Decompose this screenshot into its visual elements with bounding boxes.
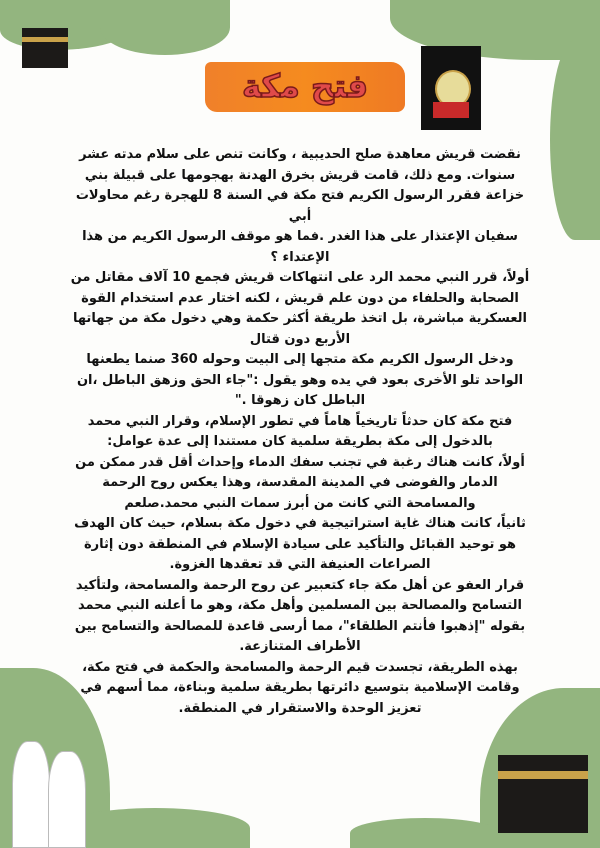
text-line: قرار العفو عن أهل مكة جاء كتعبير عن روح الرحمة والمسامحة، ولتأكيد <box>75 577 525 593</box>
text-line: هو توحيد القبائل والتأكيد على سيادة الإسلام في المنطقة دون إثارة <box>83 536 517 552</box>
text-line: العسكرية مباشرة، بل اتخذ طريقة أكثر حكمة وهي دخول مكة من جهاتها <box>72 311 528 326</box>
text-line: تعزيز الوحدة والاستقرار في المنطقة. <box>178 700 422 716</box>
text-line: والمسامحة التي كانت من أبرز سمات النبي محمد.صلعم <box>124 495 476 511</box>
text-line: بهذه الطريقة، تجسدت قيم الرحمة والمسامحة والحكمة في فتح مكة، <box>82 659 518 675</box>
text-line: الأربع دون قتال <box>249 331 351 347</box>
decor-blob-right <box>550 40 600 240</box>
text-line: خزاعة فقرر الرسول الكريم فتح مكة في السنة 8 للهجرة رغم محاولات أبي <box>75 188 525 224</box>
decor-blob-bottom-right-2 <box>350 818 500 848</box>
text-line: أولاً، كانت هناك رغبة في تجنب سفك الدماء وإحداث أقل قدر ممكن من <box>75 454 525 470</box>
page-title: فتح مكة <box>241 67 369 105</box>
text-line: نقضت قريش معاهدة صلح الحديبية ، وكانت تنص على سلام مدته عشر <box>79 147 521 162</box>
text-line: وقامت الإسلامية بتوسيع دائرتها بطريقة سلمية وبناءة، مما أسهم في <box>80 680 520 695</box>
text-line: الإعتداء ؟ <box>270 249 330 265</box>
pilgrims-illustration <box>8 728 93 848</box>
text-line: سنوات. ومع ذلك، قامت قريش بخرق الهدنة بهجومها على قبيلة بني <box>84 167 516 183</box>
text-line: الصراعات العنيفة التي قد تعقدها الغزوة. <box>169 557 431 572</box>
kaaba-icon <box>22 28 68 68</box>
text-line: سفيان الإعتذار على هذا الغدر .فما هو موقف الرسول الكريم من هذا <box>82 229 518 244</box>
text-line: ثانياً، كانت هناك غاية استراتيجية في دخول مكة بسلام، حيث كان الهدف <box>74 516 526 531</box>
decor-blob-top-left-2 <box>100 0 230 55</box>
text-line: الدمار والفوضى في المدينة المقدسة، وهذا يعكس روح الرحمة <box>102 475 498 490</box>
text-line: الباطل كان زهوقا ." <box>234 393 366 408</box>
logo <box>421 46 481 130</box>
text-line: التسامح والمصالحة بين المسلمين وأهل مكة، وهو ما أعلنه النبي محمد <box>78 598 522 613</box>
article-body <box>70 145 530 719</box>
text-line: بالدخول إلى مكة بطريقة سلمية كان مستندا إلى عدة عوامل: <box>107 434 493 449</box>
text-line: الواحد تلو الأخرى بعود في يده وهو يقول :"جاء الحق وزهق الباطل ،ان <box>76 372 524 388</box>
text-line: ودخل الرسول الكريم مكة متجها إلى البيت وحوله 360 صنما يطعنها <box>86 352 514 367</box>
text-line: الأطراف المتنازعة. <box>239 639 361 654</box>
text-line: أولاً، قرر النبي محمد الرد على انتهاكات قريش فجمع 10 آلاف مقاتل من <box>70 270 530 285</box>
text-line: بقوله "إذهبوا فأنتم الطلقاء"، مما أرسى قاعدة للمصالحة والتسامح بين <box>74 618 526 634</box>
text-line: الصحابة والحلفاء من دون علم قريش ، لكنه اختار عدم استخدام القوة <box>81 290 519 306</box>
text-line: فتح مكة كان حدثاً تاريخياً هاماً في تطور الإسلام، وقرار النبي محمد <box>87 413 513 429</box>
kaaba-illustration <box>498 755 588 833</box>
logo-book <box>433 102 469 118</box>
